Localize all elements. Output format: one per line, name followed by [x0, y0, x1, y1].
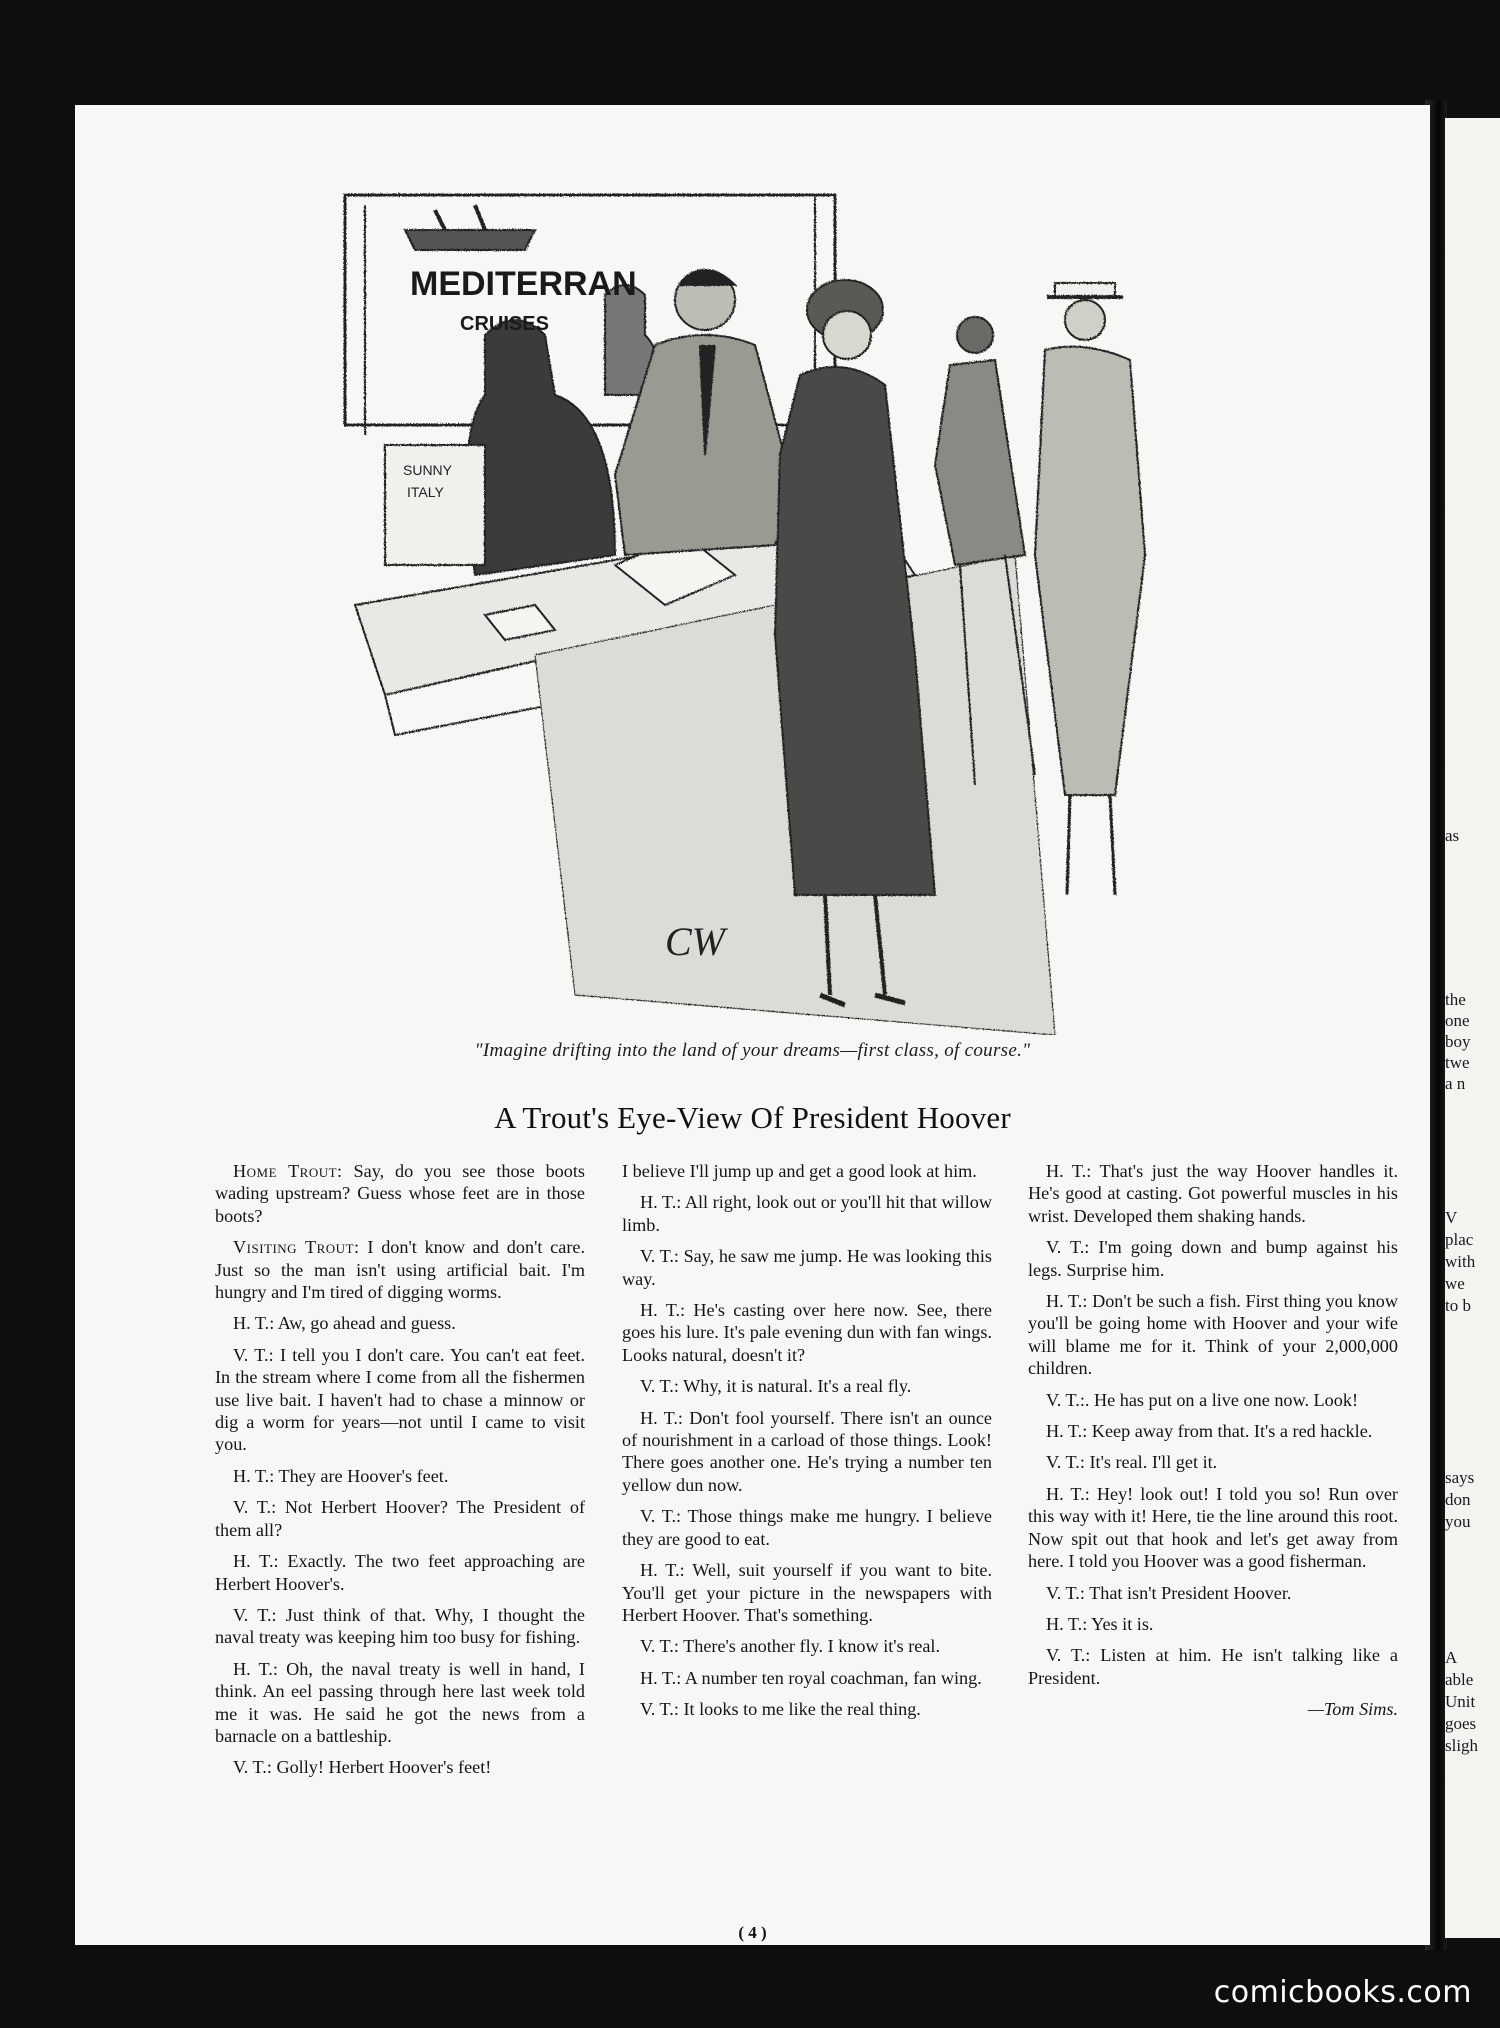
fragment: one: [1445, 1011, 1470, 1030]
article-column-2: [622, 1160, 992, 1730]
fragment: twe: [1445, 1053, 1470, 1072]
paragraph: V. T.: Listen at him. He isn't talking like a President.: [1028, 1645, 1398, 1688]
paragraph: H. T.: Don't fool yourself. There isn't an ounce of nourishment in a carload of those things. Look! There goes another one. He's trying a number ten yellow dun now.: [622, 1407, 992, 1495]
paragraph: I believe I'll jump up and get a good look at him.: [622, 1161, 977, 1181]
fragment: able: [1445, 1670, 1474, 1689]
speaker-label: Visiting Trout:: [233, 1237, 360, 1258]
paragraph: V. T.: It's real. I'll get it.: [1046, 1452, 1218, 1473]
paragraph: V. T.:. He has put on a live one now. Look!: [1046, 1389, 1358, 1410]
paragraph: H. T.: Exactly. The two feet approaching are Herbert Hoover's.: [215, 1551, 585, 1594]
adjacent-page-strip: [1445, 118, 1500, 1938]
fragment: don: [1445, 1490, 1471, 1509]
poster-text-line1: SUNNY: [403, 462, 453, 478]
fragment: A: [1445, 1648, 1458, 1667]
paragraph: V. T.: Golly! Herbert Hoover's feet!: [233, 1757, 492, 1778]
paragraph: V. T.: Not Herbert Hoover? The President of them all?: [215, 1497, 585, 1540]
paragraph: H. T.: All right, look out or you'll hit that willow limb.: [622, 1192, 992, 1235]
fragment: a n: [1445, 1074, 1466, 1093]
paragraph: Visiting Trout: I don't know and don't care. Just so the man isn't using artificial bait. I'm hungry and I'm tired of digging worms.: [215, 1237, 586, 1303]
paragraph: V. T.: It looks to me like the real thing.: [640, 1699, 921, 1720]
paragraph: V. T.: There's another fly. I know it's real.: [640, 1636, 941, 1657]
magazine-page: [75, 105, 1430, 1945]
paragraph: V. T.: I'm going down and bump against his legs. Surprise him.: [1028, 1237, 1398, 1280]
fragment: to b: [1445, 1296, 1471, 1315]
fragment: says: [1445, 1468, 1475, 1487]
fragment: V: [1445, 1208, 1458, 1227]
site-watermark: comicbooks.com: [1213, 1975, 1472, 2010]
window-sign-text: MEDITERRAN: [410, 265, 637, 303]
article-column-3: [1028, 1160, 1398, 1721]
paragraph: H. T.: Well, suit yourself if you want to bite. You'll get your picture in the newspapers with Herbert Hoover. That's something.: [622, 1560, 992, 1625]
paragraph: H. T.: Don't be such a fish. First thing you know you'll be going home with Hoover and your wife will blame me for it. Think of your 2,000,000 children.: [1028, 1291, 1398, 1379]
author-signature: —Tom Sims.: [1307, 1699, 1398, 1720]
fragment: sligh: [1445, 1736, 1479, 1755]
article-title: A Trout's Eye-View Of President Hoover: [494, 1100, 1011, 1135]
fragment: plac: [1445, 1230, 1474, 1249]
paragraph: H. T.: Oh, the naval treaty is well in hand, I think. An eel passing through here last week told me it was. He said he got the news from a barnacle on a battleship.: [215, 1658, 585, 1746]
poster-text-line2: ITALY: [407, 484, 444, 500]
paragraph: V. T.: Why, it is natural. It's a real fly.: [640, 1376, 912, 1397]
paragraph: H. T.: Hey! look out! I told you so! Run over this way with it! Here, tie the line around this root. Now spit out that hook and let's get away from here. I told you Hoover was a good fisherman.: [1028, 1483, 1398, 1572]
fragment: boy: [1445, 1032, 1471, 1051]
illustration-caption: "Imagine drifting into the land of your dreams—first class, of course.": [474, 1040, 1031, 1061]
paragraph: H. T.: A number ten royal coachman, fan wing.: [640, 1667, 982, 1688]
speaker-label: Home Trout:: [233, 1161, 343, 1181]
artist-signature: CW: [665, 919, 725, 964]
paragraph: H. T.: That's just the way Hoover handles it. He's good at casting. Got powerful muscles in his wrist. Developed them shaking hands.: [1028, 1161, 1398, 1226]
fragment: with: [1445, 1252, 1476, 1271]
fragment: we: [1445, 1274, 1465, 1293]
page-number: ( 4 ): [738, 1923, 767, 1942]
paragraph: V. T.: Say, he saw me jump. He was looking this way.: [622, 1246, 992, 1289]
paragraph: Home Trout: Say, do you see those boots wading upstream? Guess whose feet are in those boots?: [215, 1161, 585, 1226]
paragraph: H. T.: Keep away from that. It's a red hackle.: [1046, 1421, 1373, 1442]
cartoon-illustration: [235, 135, 1295, 1035]
paragraph: V. T.: Just think of that. Why, I thought the naval treaty was keeping him too busy for fishing.: [215, 1604, 585, 1648]
paragraph: V. T.: Those things make me hungry. I believe they are good to eat.: [622, 1506, 992, 1549]
paragraph: V. T.: That isn't President Hoover.: [1046, 1582, 1292, 1603]
fragment: you: [1445, 1512, 1471, 1531]
fragment: the: [1445, 990, 1466, 1009]
fragment: goes: [1445, 1714, 1477, 1733]
paragraph: H. T.: Aw, go ahead and guess.: [233, 1313, 456, 1334]
paragraph: H. T.: They are Hoover's feet.: [233, 1465, 449, 1486]
fragment: as: [1445, 826, 1460, 845]
fragment: Unit: [1445, 1692, 1476, 1711]
paragraph: H. T.: Yes it is.: [1046, 1613, 1154, 1634]
window-sign-subtext: CRUISES: [460, 313, 549, 335]
paragraph: H. T.: He's casting over here now. See, there goes his lure. It's pale evening dun with fan wings. Looks natural, doesn't it?: [622, 1300, 992, 1365]
paragraph: V. T.: I tell you I don't care. You can't eat feet. In the stream where I come from all the fishermen use live bait. I haven't had to chase a minnow or dig a worm for years—not until I came to visit you.: [215, 1344, 585, 1455]
article-column-1: [215, 1160, 585, 1788]
